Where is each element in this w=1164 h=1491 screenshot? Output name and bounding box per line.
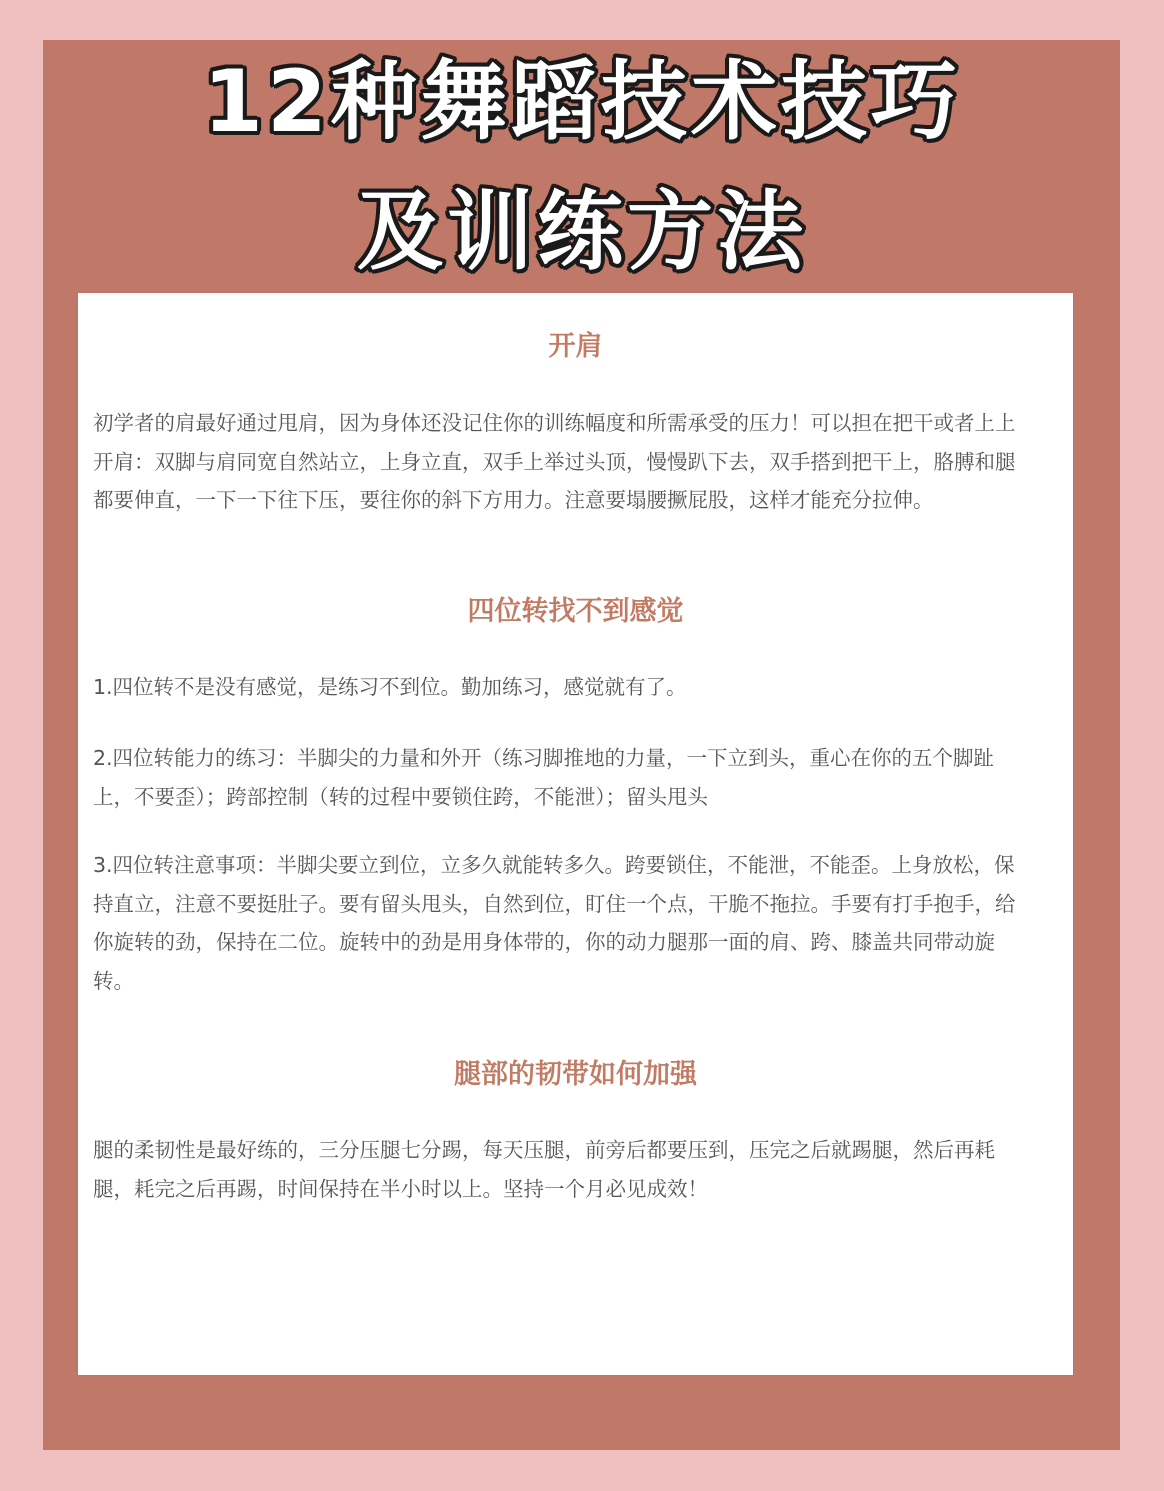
- content-card: [78, 293, 1073, 1375]
- section-heading-shoulder: 开肩: [548, 331, 603, 362]
- section-paragraph-leg-ligament: 腿的柔韧性是最好练的，三分压腿七分踢，每天压腿，前旁后都要压到，压完之后就踢腿，然后再耗腿，耗完之后再踢，时间保持在半小时以上。坚持一个月必见成效！: [93, 1138, 995, 1201]
- section-paragraph-fourth-turn-2: 2.四位转能力的练习：半脚尖的力量和外开（练习脚推地的力量，一下立到头，重心在你的五个脚趾上，不要歪）；跨部控制（转的过程中要锁住跨，不能泄）；留头甩头: [93, 746, 995, 809]
- poster-title-line-1: 12种舞蹈技术技巧: [203, 52, 961, 152]
- section-heading-fourth-turn: 四位转找不到感觉: [467, 596, 684, 627]
- section-paragraph-shoulder: 初学者的肩最好通过甩肩，因为身体还没记住你的训练幅度和所需承受的压力！可以担在把干或者上上开肩：双脚与肩同宽自然站立，上身立直，双手上举过头顶，慢慢趴下去，双手搭到把干上，胳膊和腿都要伸直，一下一下往下压，要往你的斜下方用力。注意要塌腰撅屁股，这样才能充分拉伸。: [93, 411, 1016, 512]
- section-paragraph-fourth-turn-1: 1.四位转不是没有感觉，是练习不到位。勤加练习，感觉就有了。: [93, 675, 687, 699]
- poster-title-line-2: 及训练方法: [357, 182, 807, 282]
- section-heading-leg-ligament: 腿部的韧带如何加强: [454, 1059, 697, 1090]
- section-paragraph-fourth-turn-3: 3.四位转注意事项：半脚尖要立到位，立多久就能转多久。跨要锁住，不能泄，不能歪。上身放松，保持直立，注意不要挺肚子。要有留头甩头，自然到位，盯住一个点，干脆不拖拉。手要有打手抱手，给你旋转的劲，保持在二位。旋转中的劲是用身体带的，你的动力腿那一面的肩、跨、膝盖共同带动旋转。: [93, 853, 1016, 993]
